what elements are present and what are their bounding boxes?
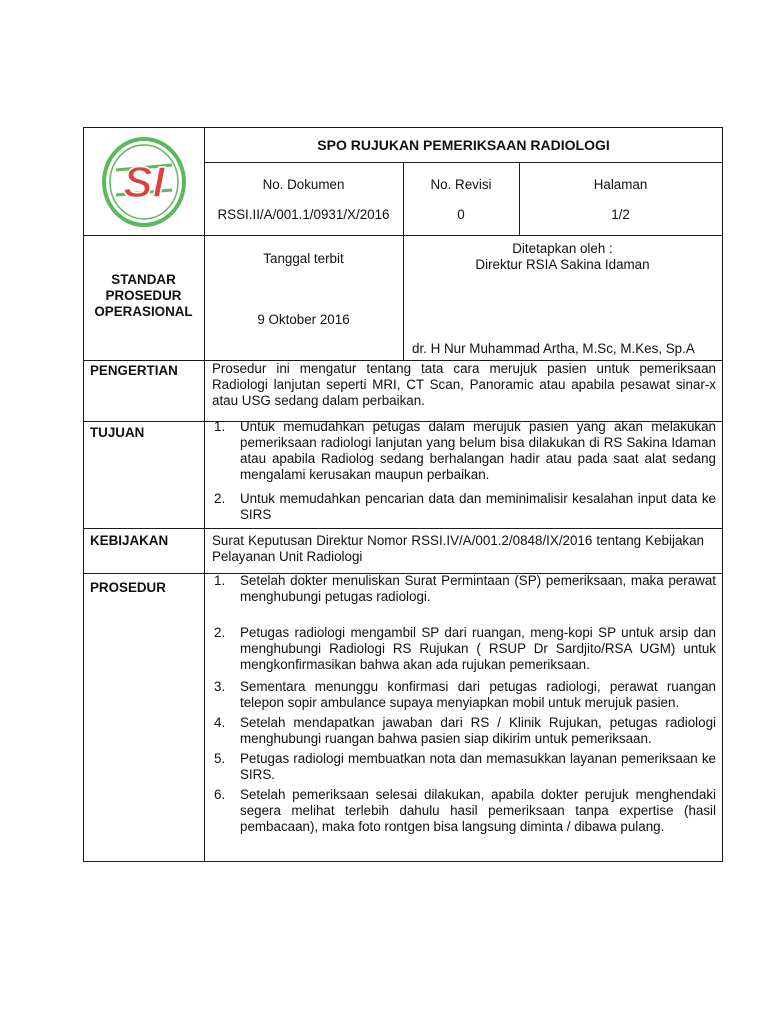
list-text: Petugas radiologi membuatkan nota dan memasukkan layanan pemeriksaan ke SIRS. bbox=[240, 751, 716, 782]
halaman-value: 1/2 bbox=[611, 207, 630, 222]
svg-text:SI: SI bbox=[123, 158, 165, 207]
list-number: 2. bbox=[214, 625, 226, 640]
no-revisi-value: 0 bbox=[457, 207, 465, 222]
list-number: 6. bbox=[214, 787, 226, 802]
spo-label-line3: OPERASIONAL bbox=[94, 304, 193, 319]
list-number: 2. bbox=[214, 491, 226, 506]
list-number: 4. bbox=[214, 715, 226, 730]
table-border-bottom bbox=[83, 861, 723, 862]
no-dokumen-value: RSSI.II/A/001.1/0931/X/2016 bbox=[217, 207, 390, 222]
list-text: Setelah pemeriksaan selesai dilakukan, apabila dokter perujuk menghendaki segera melihat terlebih dahulu hasil pemeriksaan tanpa expertise (hasil pembacaan), maka foto rontgen bisa langsung diminta / dibawa pulang. bbox=[240, 787, 716, 834]
list-number: 1. bbox=[214, 419, 226, 434]
table-border-right bbox=[722, 127, 723, 862]
halaman-label: Halaman bbox=[593, 177, 648, 192]
no-revisi-label: No. Revisi bbox=[430, 177, 492, 192]
tanggal-terbit-value: 9 Oktober 2016 bbox=[257, 312, 350, 327]
direktur-title: Direktur RSIA Sakina Idaman bbox=[475, 257, 650, 272]
prosedur-label: PROSEDUR bbox=[90, 580, 166, 595]
title-divider bbox=[204, 162, 723, 163]
list-text: Untuk memudahkan pencarian data dan meminimalisir kesalahan input data ke SIRS bbox=[240, 491, 716, 522]
signer-name: dr. H Nur Muhammad Artha, M.Sc, M.Kes, Sp.A bbox=[412, 341, 695, 356]
tujuan-label: TUJUAN bbox=[90, 425, 145, 440]
list-text: Setelah dokter menuliskan Surat Permintaan (SP) pemeriksaan, maka perawat menghubungi petugas radiologi. bbox=[240, 573, 716, 604]
tanggal-terbit-label: Tanggal terbit bbox=[263, 251, 344, 266]
list-text: Untuk memudahkan petugas dalam merujuk pasien yang akan melakukan pemeriksaan radiologi lanjutan yang belum bisa dilakukan di RS Sakina Idaman atau apabila Radiolog sedang berhalangan hadir atau pada saat alat sedang mengalami kerusakan maupun perbaikan. bbox=[240, 419, 716, 482]
list-number: 5. bbox=[214, 751, 226, 766]
hospital-logo bbox=[102, 137, 186, 227]
pengertian-label: PENGERTIAN bbox=[90, 363, 178, 378]
list-text: Sementara menunggu konfirmasi dari petugas radiologi, perawat ruangan telepon sopir ambulance supaya menyiapkan mobil untuk merujuk pasien. bbox=[240, 679, 716, 710]
list-number: 3. bbox=[214, 679, 226, 694]
kebijakan-text: Surat Keputusan Direktur Nomor RSSI.IV/A/001.2/0848/IX/2016 tentang Kebijakan Pelayanan Unit Radiologi bbox=[212, 533, 704, 564]
revisi-divider-right bbox=[519, 162, 520, 236]
spo-label-line2: PROSEDUR bbox=[105, 288, 182, 303]
list-text: Petugas radiologi mengambil SP dari ruangan, meng-kopi SP untuk arsip dan menghubungi Radiologi RS Rujukan ( RSUP Dr Sardjito/RSA UGM) untuk mengkonfirmasikan bahwa akan ada rujukan pemeriksaan. bbox=[240, 625, 716, 672]
label-column-divider bbox=[204, 127, 205, 862]
spo-document bbox=[83, 127, 723, 862]
ditetapkan-oleh: Ditetapkan oleh : bbox=[512, 241, 613, 256]
kebijakan-label: KEBIJAKAN bbox=[90, 533, 169, 548]
no-dokumen-label: No. Dokumen bbox=[262, 177, 345, 192]
tujuan-divider bbox=[83, 528, 723, 529]
list-text: Setelah mendapatkan jawaban dari RS / Klinik Rujukan, petugas radiologi menghubungi ruangan bahwa pasien siap dikirim untuk pemeriksaan. bbox=[240, 715, 716, 746]
spo-label-line1: STANDAR bbox=[111, 272, 176, 287]
table-border-top bbox=[83, 127, 723, 128]
table-border-left bbox=[83, 127, 84, 862]
document-title: SPO RUJUKAN PEMERIKSAAN RADIOLOGI bbox=[317, 137, 610, 153]
pengertian-text: Prosedur ini mengatur tentang tata cara merujuk pasien untuk pemeriksaan Radiologi lanjutan seperti MRI, CT Scan, Panoramic atau apabila pesawat sinar-x atau USG sedang dalam perbaikan. bbox=[212, 361, 716, 408]
list-number: 1. bbox=[214, 573, 226, 588]
